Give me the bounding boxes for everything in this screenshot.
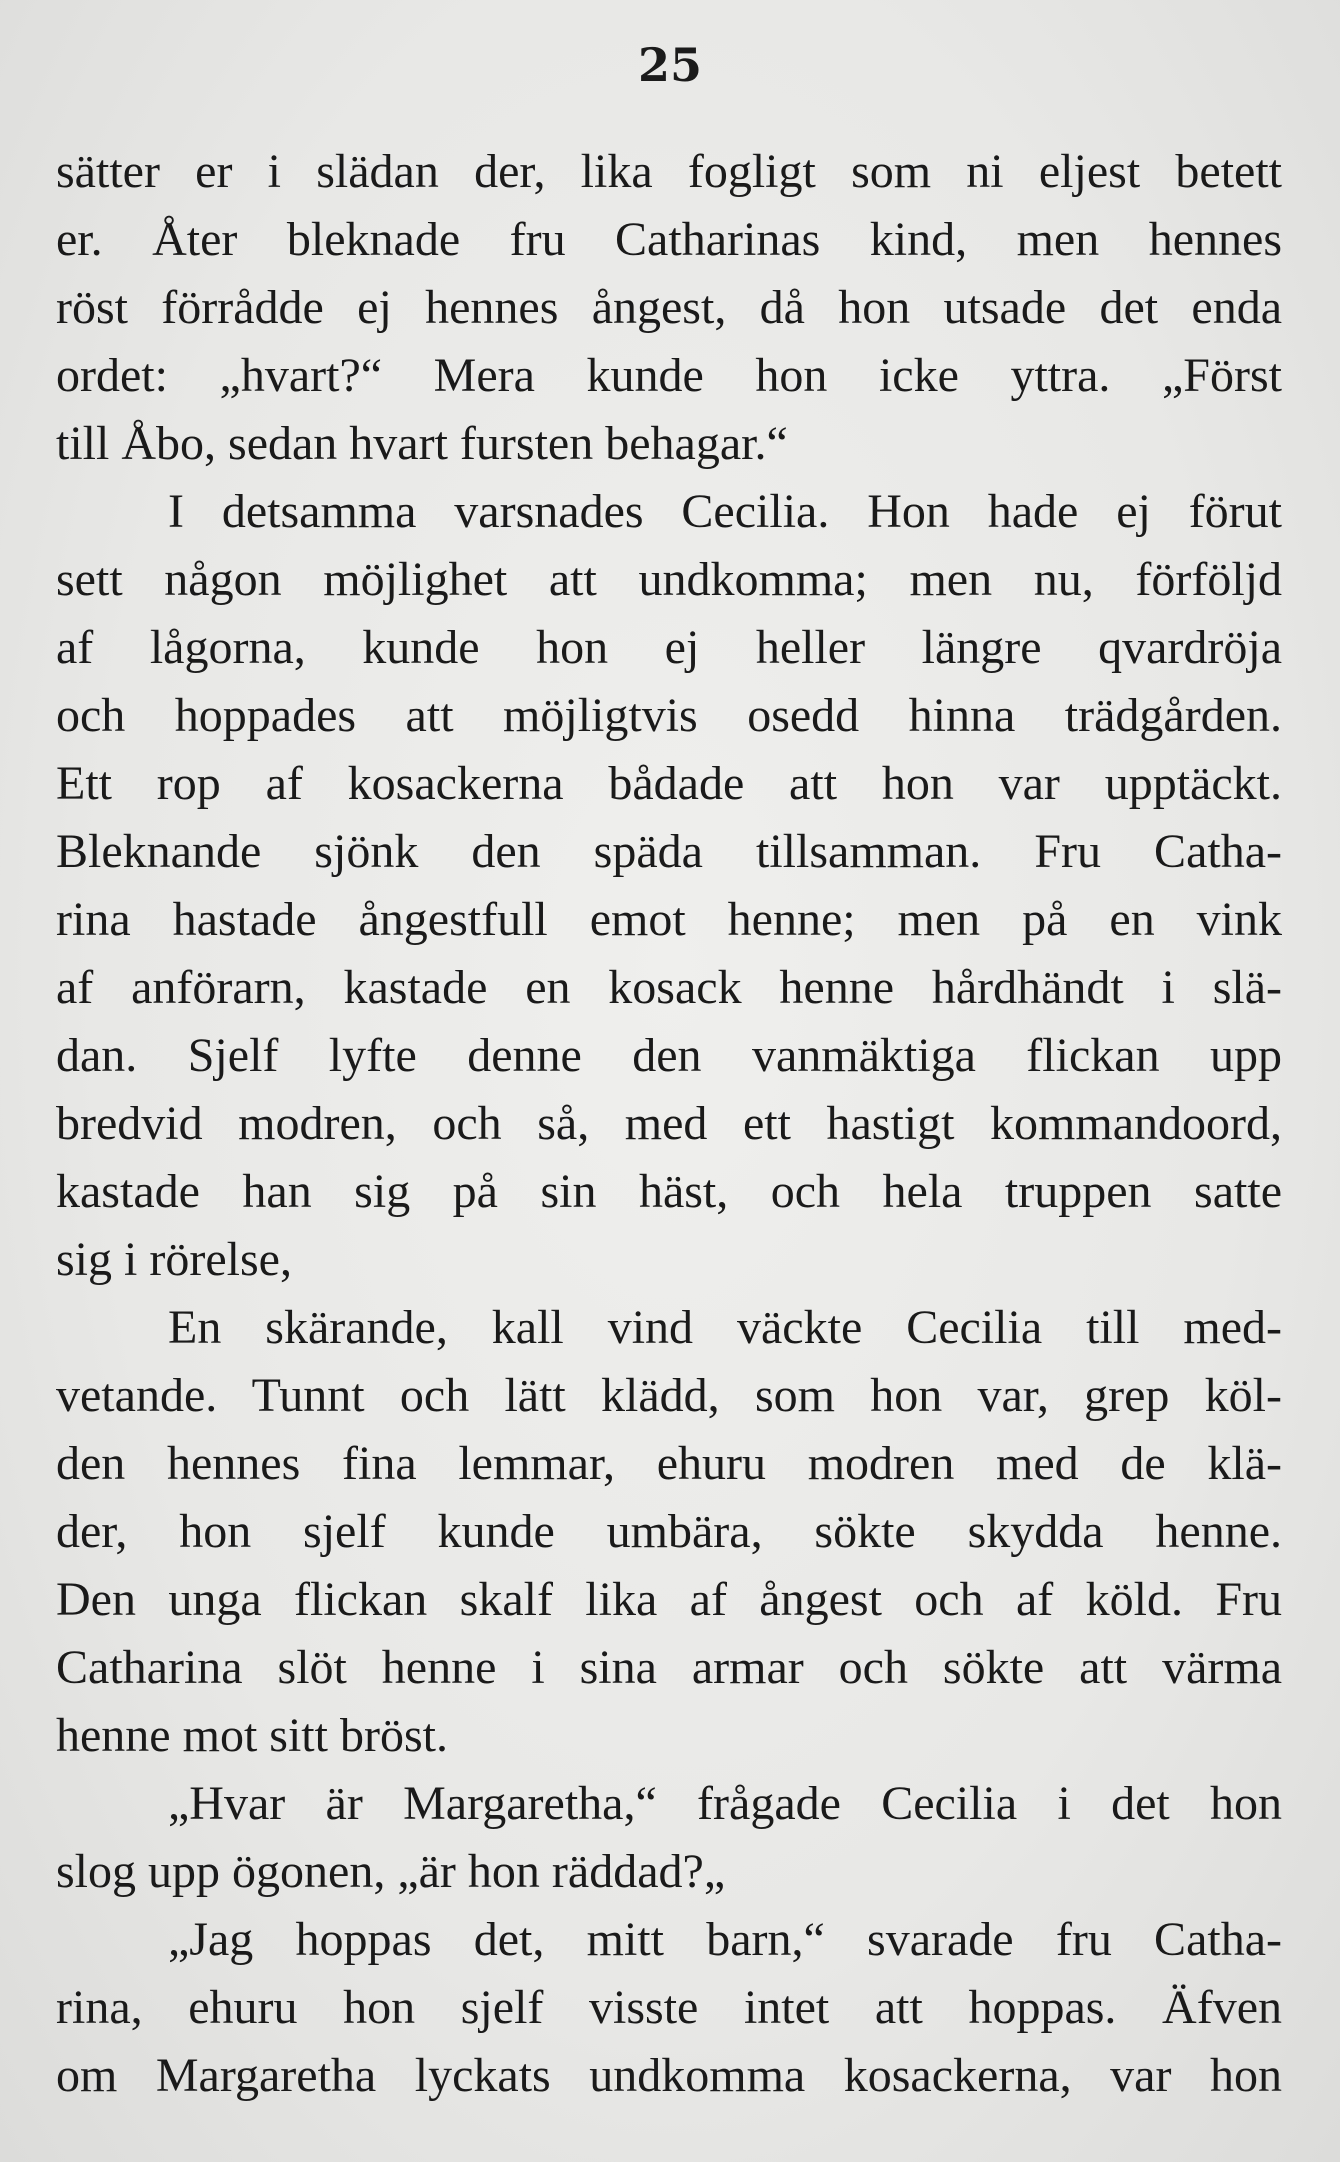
text-line-23: Catharina slöt henne i sina armar och sökte att värma xyxy=(56,1641,1282,1694)
text-line-29: om Margaretha lyckats undkomma kosackerna, var hon xyxy=(56,2049,1282,2102)
text-line-20: den hennes fina lemmar, ehuru modren med de klä- xyxy=(56,1437,1282,1490)
text-line-9: och hoppades att möjligtvis osedd hinna trädgården. xyxy=(56,689,1282,742)
text-line-4: ordet: „hvart?“ Mera kunde hon icke yttra. „Först xyxy=(56,349,1282,402)
text-line-11: Bleknande sjönk den späda tillsamman. Fru Catha- xyxy=(56,825,1282,878)
text-line-1: sätter er i slädan der, lika fogligt som ni eljest betett xyxy=(56,145,1282,198)
text-line-8: af lågorna, kunde hon ej heller längre qvardröja xyxy=(56,621,1282,674)
text-line-13: af anförarn, kastade en kosack henne hårdhändt i slä- xyxy=(56,961,1282,1014)
text-line-15: bredvid modren, och så, med ett hastigt kommandoord, xyxy=(56,1097,1282,1150)
text-line-26: slog upp ögonen, „är hon räddad?„ xyxy=(56,1845,726,1898)
text-line-25: „Hvar är Margaretha,“ frågade Cecilia i det hon xyxy=(168,1777,1282,1830)
text-line-14: dan. Sjelf lyfte denne den vanmäktiga flickan upp xyxy=(56,1029,1282,1082)
text-line-6: I detsamma varsnades Cecilia. Hon hade ej förut xyxy=(168,485,1282,538)
text-line-27: „Jag hoppas det, mitt barn,“ svarade fru Catha- xyxy=(168,1913,1282,1966)
text-line-12: rina hastade ångestfull emot henne; men på en vink xyxy=(56,893,1282,946)
text-line-19: vetande. Tunnt och lätt klädd, som hon var, grep köl- xyxy=(56,1369,1282,1422)
text-line-7: sett någon möjlighet att undkomma; men nu, förföljd xyxy=(56,553,1282,606)
text-line-21: der, hon sjelf kunde umbära, sökte skydda henne. xyxy=(56,1505,1282,1558)
text-line-10: Ett rop af kosackerna bådade att hon var upptäckt. xyxy=(56,757,1282,810)
text-line-22: Den unga flickan skalf lika af ångest och af köld. Fru xyxy=(56,1573,1282,1626)
text-line-18: En skärande, kall vind väckte Cecilia till med- xyxy=(168,1301,1282,1354)
text-line-3: röst förrådde ej hennes ångest, då hon utsade det enda xyxy=(56,281,1282,334)
text-line-24: henne mot sitt bröst. xyxy=(56,1709,448,1762)
text-line-28: rina, ehuru hon sjelf visste intet att hoppas. Äfven xyxy=(56,1981,1282,2034)
text-line-2: er. Åter bleknade fru Catharinas kind, men hennes xyxy=(56,213,1282,266)
text-line-5: till Åbo, sedan hvart fursten behagar.“ xyxy=(56,417,788,470)
text-line-17: sig i rörelse, xyxy=(56,1233,292,1286)
text-line-16: kastade han sig på sin häst, och hela truppen satte xyxy=(56,1165,1282,1218)
page-number: 25 xyxy=(637,38,702,92)
body-text xyxy=(56,138,1282,2110)
